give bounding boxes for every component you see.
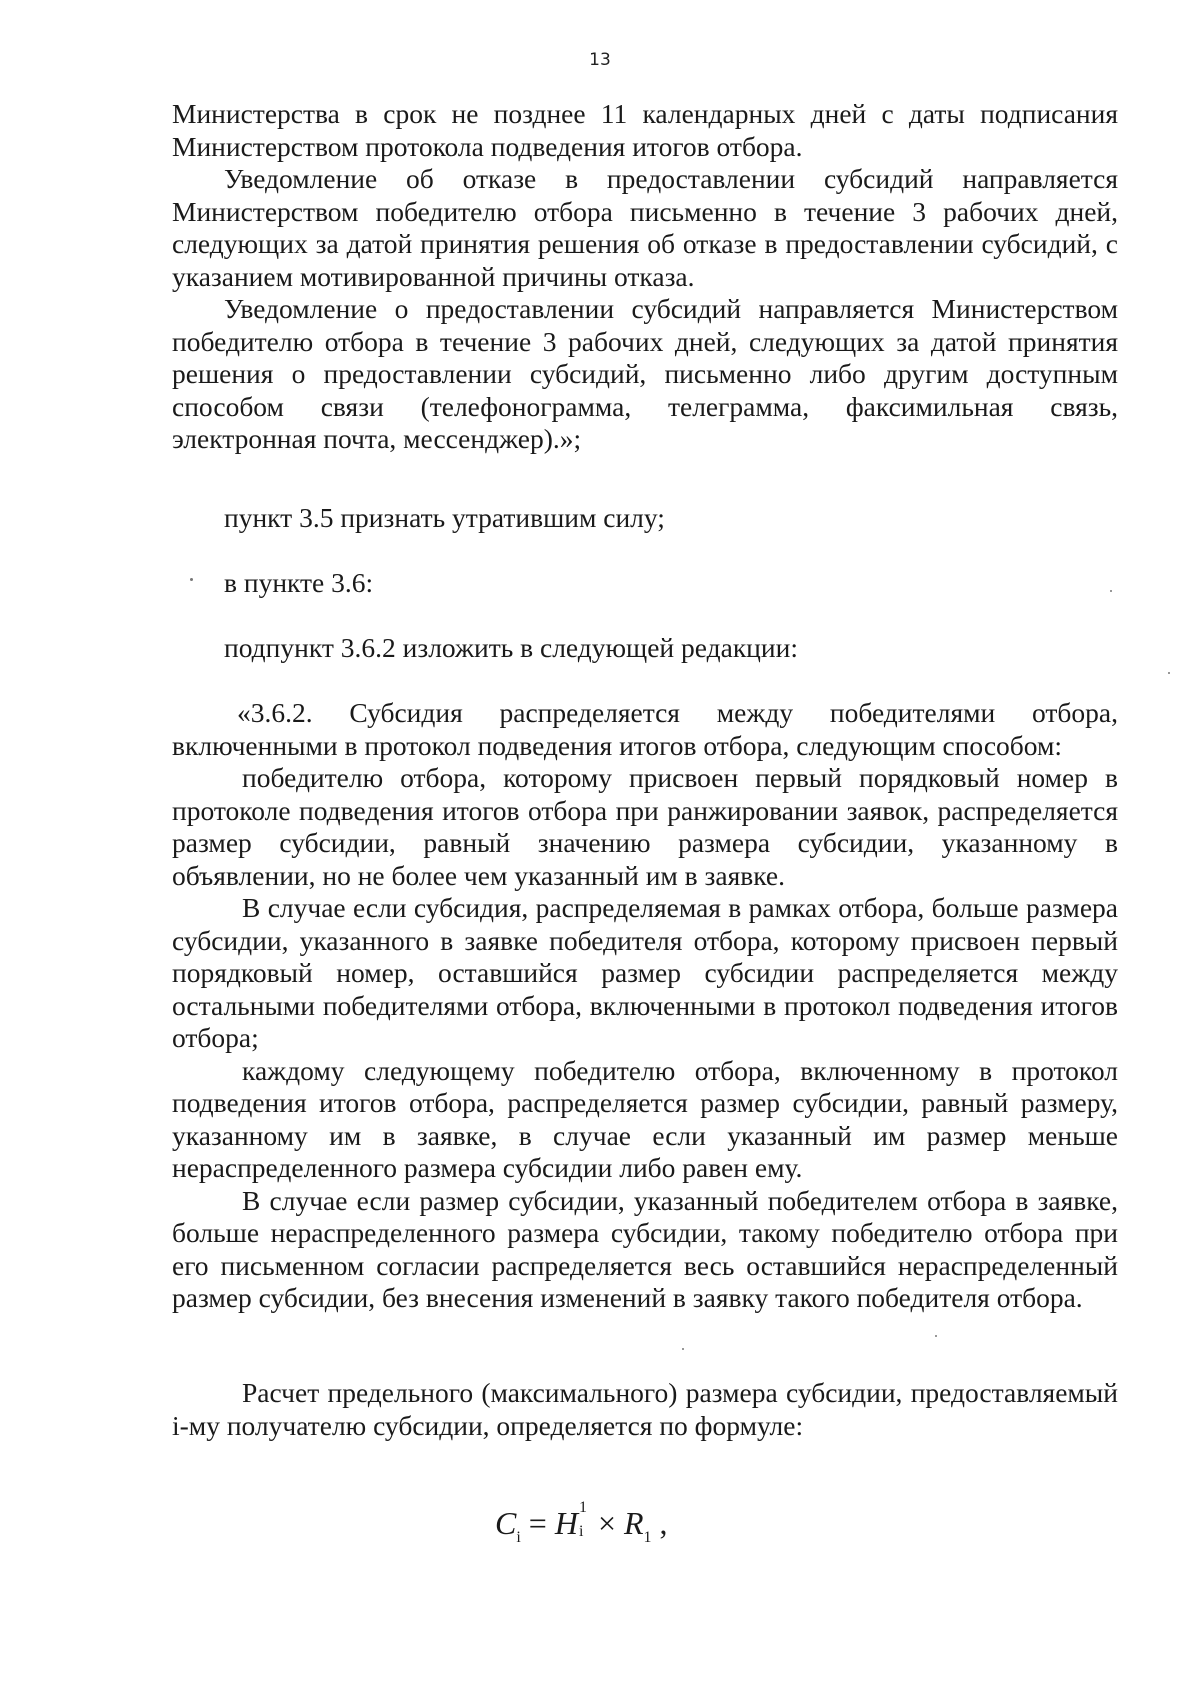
formula-equals: = xyxy=(528,1505,547,1541)
subsidy-formula xyxy=(495,1499,668,1546)
formula-r-index: 1 xyxy=(643,1529,652,1546)
main-section xyxy=(172,697,1118,1315)
paragraph-refusal-notice: Уведомление об отказе в предоставлении субсидий направляется Министерством победителю отбора письменно в течение 3 рабочих дней, следующих за датой принятия решения об отказе в предоставлении субсидий, с указанием мотивированной причины отказа. xyxy=(172,163,1118,292)
formula-h: H xyxy=(554,1505,578,1541)
formula-comma: , xyxy=(659,1505,668,1541)
scan-speck xyxy=(682,1348,684,1350)
formula-times: × xyxy=(597,1505,616,1541)
paragraph-each-next-winner: каждому следующему победителю отбора, включенному в протокол подведения итогов отбора, распределяется размер субсидии, равный размеру, указанному им в заявке, в случае если указанный им размер меньше нераспределенного размера субсидии либо равен ему. xyxy=(172,1054,1118,1183)
formula-h-superscript: 1 xyxy=(578,1499,587,1516)
scan-speck xyxy=(1110,590,1112,592)
line-subclause-3-6-2: подпункт 3.6.2 изложить в следующей редакции: xyxy=(224,632,798,663)
formula-c: C xyxy=(495,1505,517,1541)
formula-h-subscript: i xyxy=(578,1523,584,1540)
scan-speck xyxy=(1168,672,1170,674)
paragraph-first-winner: победителю отбора, которому присвоен первый порядковый номер в протоколе подведения итогов отбора при ранжировании заявок, распределяется размер субсидии, равный значению размера субсидии, указанному в объявлении, но не более чем указанный им в заявке. xyxy=(172,762,1118,891)
paragraph-remaining-distribution: В случае если субсидия, распределяемая в рамках отбора, больше размера субсидии, указанного в заявке победителя отбора, которому присвоен первый порядковый номер, оставшийся размер субсидии распределяется между остальными победителями отбора, включенными в протокол подведения итогов отбора; xyxy=(172,892,1118,1053)
formula-r: R xyxy=(624,1505,644,1541)
formula-intro-section xyxy=(172,1377,1118,1442)
paragraph-formula-intro: Расчет предельного (максимального) размера субсидии, предоставляемый i-му получателю субсидии, определяется по формуле: xyxy=(172,1377,1118,1441)
paragraph-grant-notice: Уведомление о предоставлении субсидий направляется Министерством победителю отбора в течение 3 рабочих дней, следующих за датой принятия решения о предоставлении субсидий, письменно либо другим доступным способом связи (телефонограмма, телеграмма, факсимильная связь, электронная почта, мессенджер).»; xyxy=(172,293,1118,454)
scan-speck xyxy=(935,1335,937,1337)
paragraph-exceeding-request: В случае если размер субсидии, указанный победителем отбора в заявке, больше нераспределенного размера субсидии, такому победителю отбора при его письменном согласии распределяется весь оставшийся нераспределенный размер субсидии, без внесения изменений в заявку такого победителя отбора. xyxy=(172,1184,1118,1313)
paragraph-3-6-2: «3.6.2. Субсидия распределяется между победителями отбора, включенными в протокол подведения итогов отбора, следующим способом: xyxy=(172,697,1118,761)
formula-h-indices xyxy=(578,1499,590,1540)
line-clause-3-5: пункт 3.5 признать утратившим силу; xyxy=(224,502,665,533)
formula-c-index: i xyxy=(516,1529,521,1546)
page-number: 13 xyxy=(589,50,611,70)
paragraph-continuation: Министерства в срок не позднее 11 календарных дней с даты подписания Министерством протокола подведения итогов отбора. xyxy=(172,98,1118,162)
scan-speck xyxy=(190,578,193,581)
line-clause-3-6: в пункте 3.6: xyxy=(224,567,374,598)
top-section xyxy=(172,98,1118,456)
